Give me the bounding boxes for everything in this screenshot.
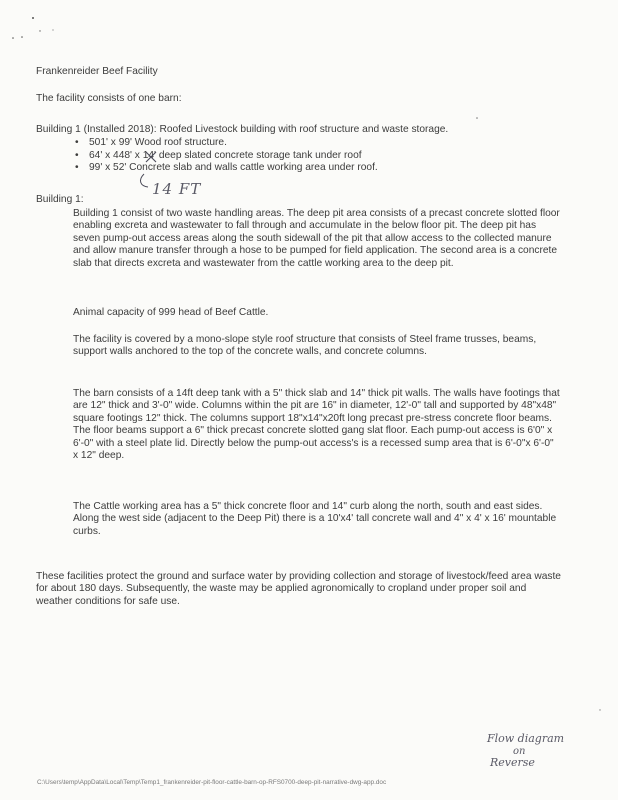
bullet-icon: •: [75, 162, 79, 174]
list-item: • 99' x 52' Concrete slab and walls cattle working area under roof.: [75, 162, 378, 174]
paragraph-barn-tank: The barn consists of a 14ft deep tank with a 5" thick slab and 14" thick pit walls. The walls have footings that are 12" thick and 3'-0" wide. Columns within the pit are 16" in diameter, 12'-0" tall and supported by 48"x48" square footings 12" thick. The columns support 18"x14"x20ft long precast pre-stress concrete floor beams. The floor beams support a 6" thick precast concrete slotted gang slat floor. Each pump-out access is 6'0" x 6'-0" with a steel plate lid. Directly below the pump-out access's is a recessed sump area that is 6'-0"x 6'-0" x 12" deep.: [73, 388, 560, 462]
paragraph-roof-structure: The facility is covered by a mono-slope style roof structure that consists of Steel frame trusses, beams, support walls anchored to the top of the concrete walls, and concrete columns.: [73, 334, 537, 358]
paragraph-closing: These facilities protect the ground and surface water by providing collection and storage of livestock/feed area waste for about 180 days. Subsequently, the waste may be applied agronomically to cropland under proper soil and weather conditions for safe use.: [36, 571, 561, 607]
building-summary-heading: Building 1 (Installed 2018): Roofed Livestock building with roof structure and waste storage.: [36, 124, 449, 135]
handwritten-note-line1: Flow diagram: [487, 732, 565, 745]
handwritten-correction: 14 FT: [152, 180, 202, 198]
bullet-icon: •: [75, 137, 79, 148]
intro-line: The facility consists of one barn:: [36, 93, 182, 104]
document-title: Frankenreider Beef Facility: [36, 66, 158, 77]
paragraph-waste-areas: Building 1 consist of two waste handling areas. The deep pit area consists of a precast concrete slotted floor enabling excreta and wastewater to fall through and accumulate in the below floor pit. The deep pit has seven pump-out access areas along the south sidewall of the pit that allow access to the collected manure and allow manure transfer through a hose to be pumped for field application. The second area is a concrete slab that directs excreta and wastewater from the cattle working area to the deep pit.: [73, 208, 560, 269]
handwritten-note-line3: Reverse: [490, 756, 535, 769]
handwritten-note-line2: on: [513, 746, 526, 757]
paragraph-capacity: Animal capacity of 999 head of Beef Cattle.: [73, 307, 269, 318]
paragraph-cattle-working-area: The Cattle working area has a 5" thick concrete floor and 14" curb along the north, south and east sides. Along the west side (adjacent to the Deep Pit) there is a 10'x4' tall concrete wall and 4" x 4' x 16' mountable curbs.: [73, 501, 557, 537]
bullet-icon: •: [75, 149, 79, 161]
list-item: • 64' x 448' x 14' deep slated concrete storage tank under roof: [75, 149, 362, 161]
list-item: • 501' x 99' Wood roof structure.: [75, 137, 227, 148]
building-summary-list: [75, 137, 378, 175]
building-detail-heading: Building 1:: [36, 194, 84, 205]
file-path-footer: C:\Users\temp\AppData\Local\Temp\Temp1_frankenreider-pit-floor-cattle-barn-op-RFS0700-deep-pit-narrative-dwg-app.doc: [37, 779, 387, 786]
